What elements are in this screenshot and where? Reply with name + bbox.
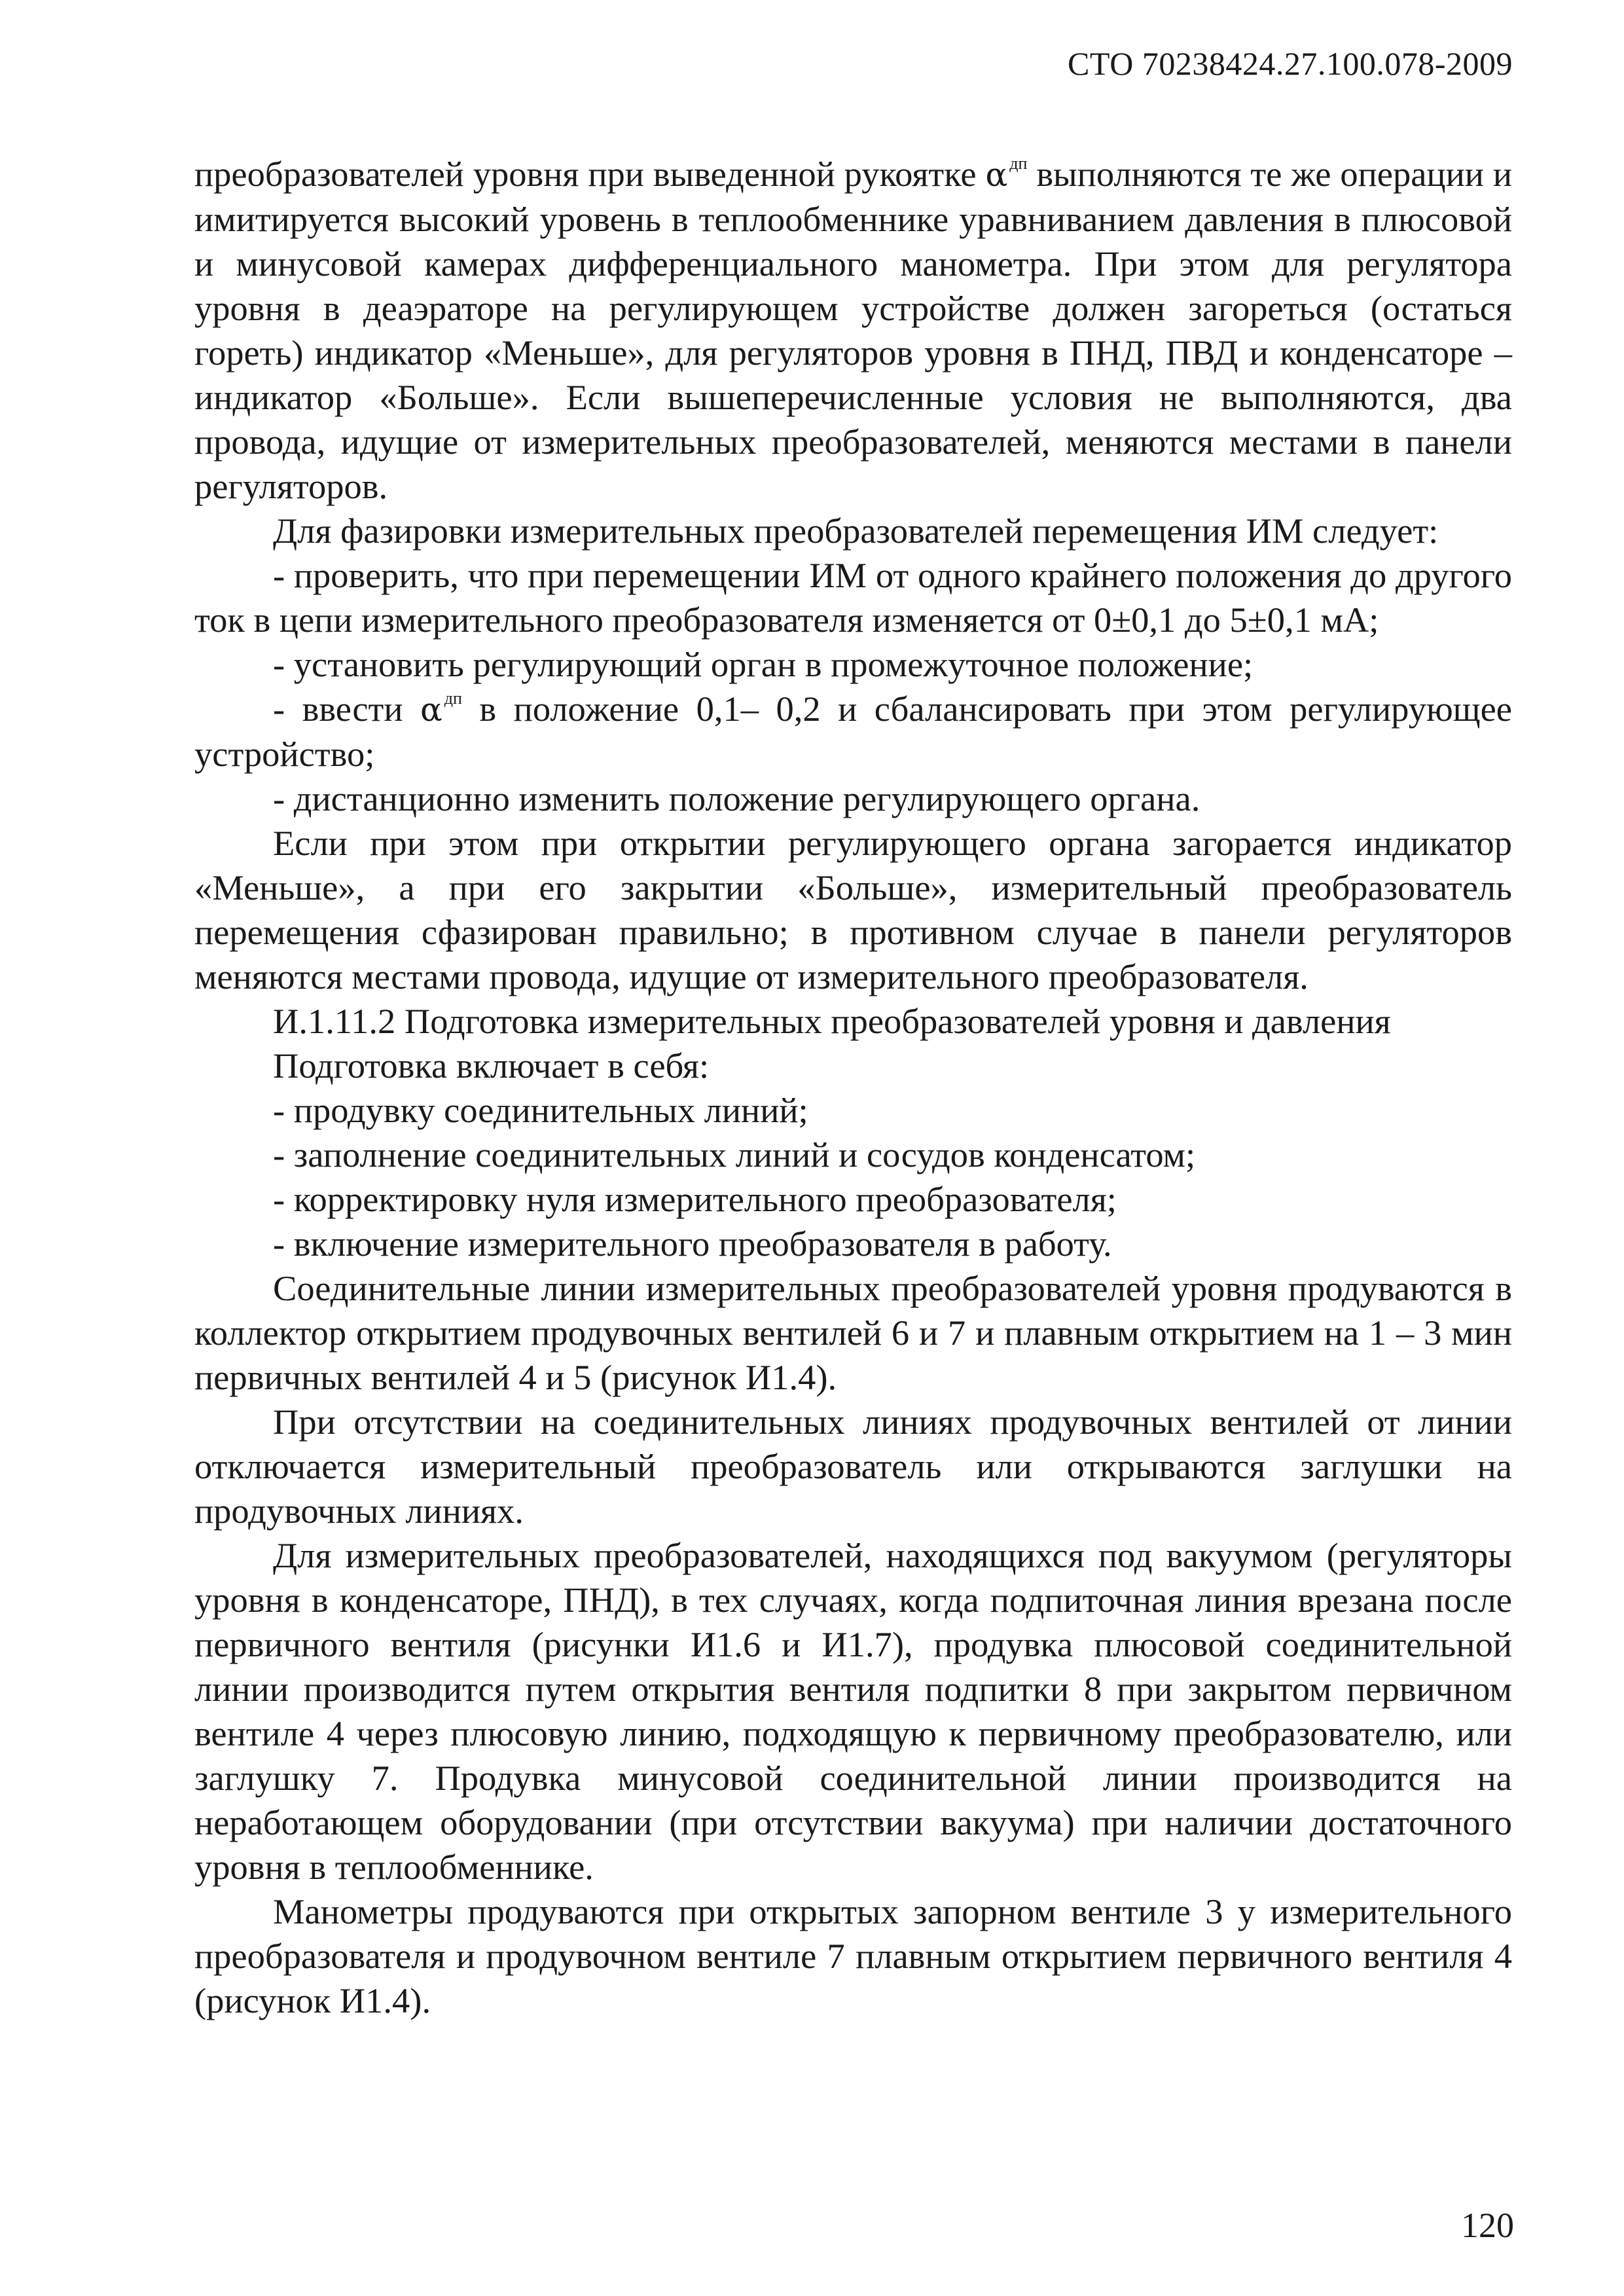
document-code-header: СТО 70238424.27.100.078-2009	[1068, 45, 1513, 82]
list-item: - дистанционно изменить положение регулирующего органа.	[273, 778, 1200, 818]
paragraph-text: преобразователей уровня при выведенной рукоятке	[194, 154, 986, 194]
paragraph: Для фазировки измерительных преобразователей перемещения ИМ следует:	[273, 511, 1439, 551]
list-item: - корректировку нуля измерительного преобразователя;	[273, 1179, 1117, 1219]
list-item: - заполнение соединительных линий и сосудов конденсатом;	[273, 1135, 1196, 1175]
paragraph: Если при этом при открытии регулирующего органа загорается индикатор «Меньше», а при его закрытии «Больше», измерительный преобразователь перемещения сфазирован правильно; в противном случае в панели регуляторов меняются местами провода, идущие от измерительного преобразователя.	[194, 823, 1512, 996]
page-number: 120	[1461, 2206, 1514, 2245]
list-item: - проверить, что при перемещении ИМ от одного крайнего положения до другого ток в цепи измерительного преобразователя изменяется от 0±0,1 до 5±0,1 мА;	[194, 555, 1512, 640]
paragraph: Для измерительных преобразователей, находящихся под вакуумом (регуляторы уровня в конденсаторе, ПНД), в тех случаях, когда подпиточная линия врезана после первичного вентиля (рисунки И1.6 и И1.7), продувка плюсовой соединительной линии производится путем открытия вентиля подпитки 8 при закрытом первичном вентиле 4 через плюсовую линию, подходящую к первичному преобразователю, или заглушку 7. Продувка минусовой соединительной линии производится на неработающем оборудовании (при отсутствии вакуума) при наличии достаточного уровня в теплообменнике.	[194, 1535, 1512, 1887]
paragraph: Соединительные линии измерительных преобразователей уровня продуваются в коллектор открытием продувочных вентилей 6 и 7 и плавным открытием на 1 – 3 мин первичных вентилей 4 и 5 (рисунок И1.4).	[194, 1268, 1512, 1397]
list-item: - включение измерительного преобразователя в работу.	[273, 1224, 1112, 1264]
list-item	[194, 687, 1512, 776]
list-item-text: - ввести	[273, 689, 421, 729]
alpha-symbol: α	[420, 691, 442, 729]
section-heading: И.1.11.2 Подготовка измерительных преобразователей уровня и давления	[273, 1001, 1391, 1041]
list-item-text: в положение 0,1– 0,2 и сбалансировать при этом регулирующее устройство;	[194, 689, 1512, 774]
paragraph	[194, 152, 1512, 509]
paragraph-text: выполняются те же операции и имитируется высокий уровень в теплообменнике уравниванием давления в плюсовой и минусовой камерах дифференциального манометра. При этом для регулятора уровня в деаэраторе на регулирующем устройстве должен загореться (остаться гореть) индикатор «Меньше», для регуляторов уровня в ПНД, ПВД и конденсаторе – индикатор «Больше». Если вышеперечисленные условия не выполняются, два провода, идущие от измерительных преобразователей, меняются местами в панели регуляторов.	[194, 154, 1512, 506]
alpha-symbol: α	[985, 156, 1008, 194]
alpha-superscript: дп	[1009, 154, 1028, 173]
paragraph: При отсутствии на соединительных линиях продувочных вентилей от линии отключается измерительный преобразователь или открываются заглушки на продувочных линиях.	[194, 1402, 1512, 1531]
paragraph: Подготовка включает в себя:	[273, 1046, 710, 1085]
list-item: - установить регулирующий орган в промежуточное положение;	[273, 644, 1254, 684]
alpha-superscript: дп	[444, 689, 462, 708]
document-body	[194, 152, 1512, 2023]
paragraph: Манометры продуваются при открытых запорном вентиле 3 у измерительного преобразователя и продувочном вентиле 7 плавным открытием первичного вентиля 4 (рисунок И1.4).	[194, 1891, 1512, 2020]
list-item: - продувку соединительных линий;	[273, 1090, 808, 1130]
